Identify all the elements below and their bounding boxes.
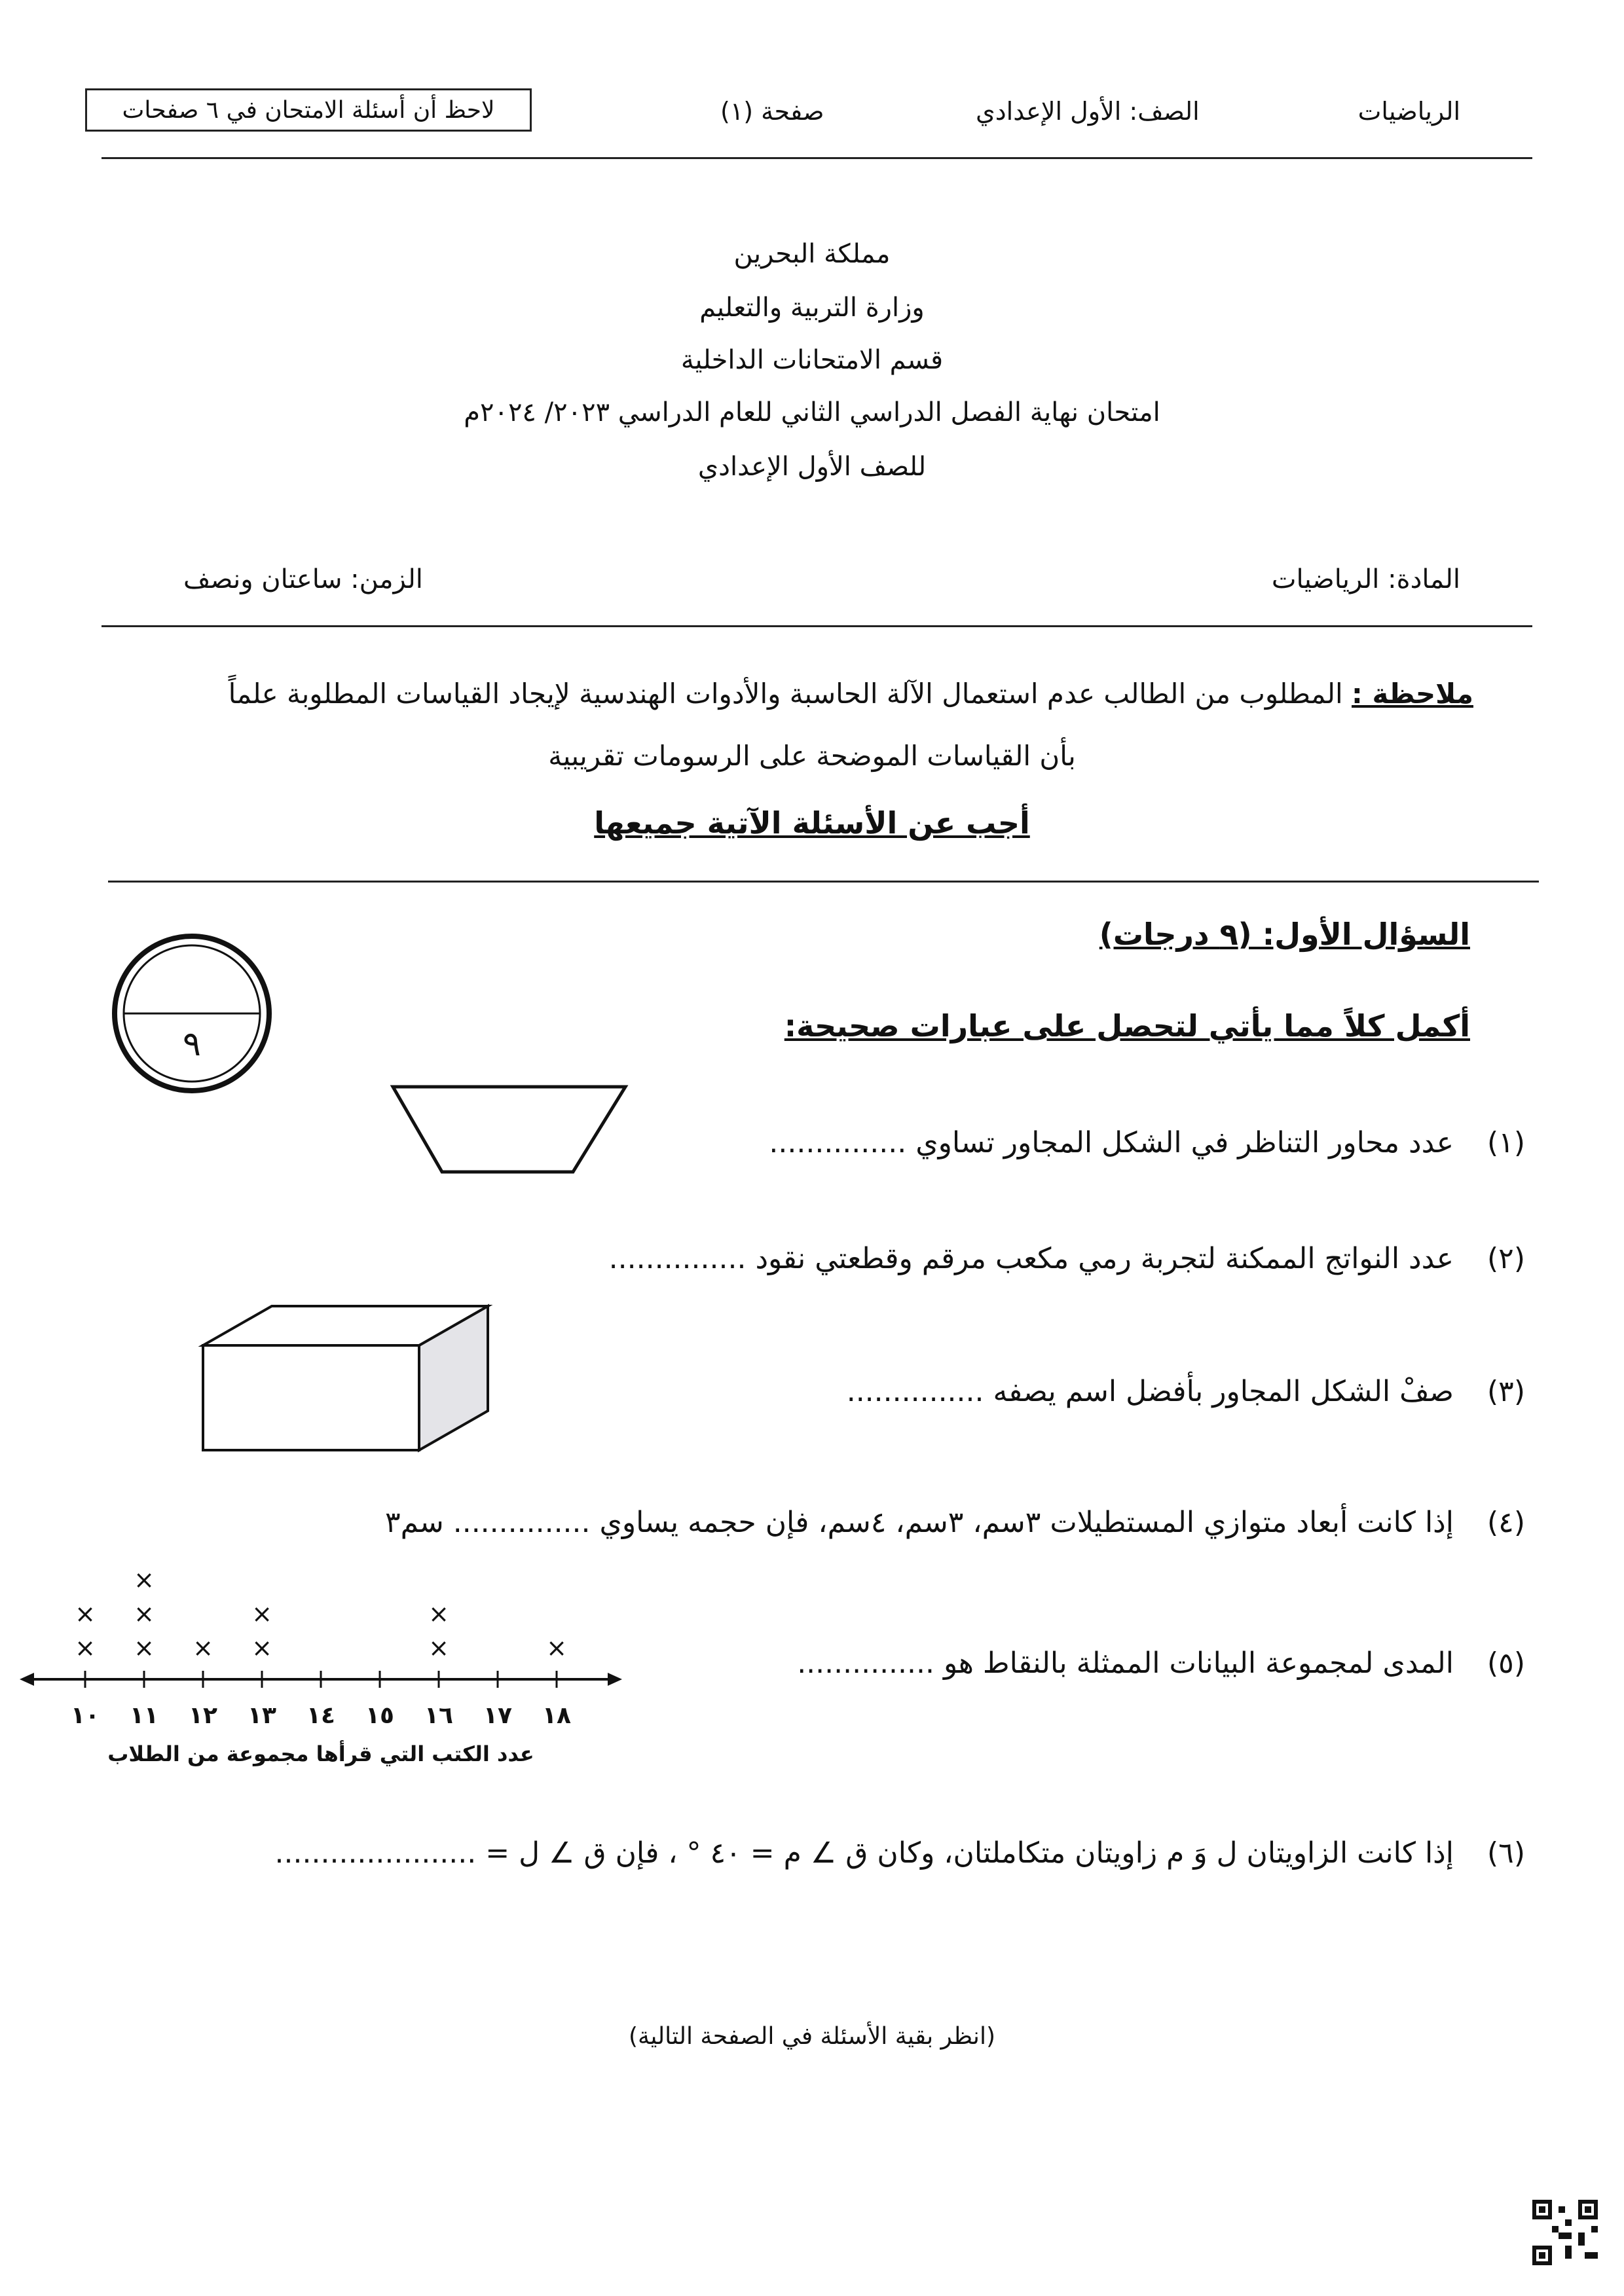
ministry-title: وزارة التربية والتعليم: [699, 293, 925, 323]
subject-label: المادة: الرياضيات: [1271, 564, 1460, 594]
item-5: [797, 1647, 1532, 1680]
item-number: (٣): [1487, 1375, 1525, 1408]
kingdom-title: مملكة البحرين: [733, 239, 891, 269]
item-number: (٤): [1487, 1506, 1525, 1539]
item-text: إذا كانت أبعاد متوازي المستطيلات ٣سم، ٣سم، ٤سم، فإن حجمه يساوي ............... سم٣: [384, 1506, 1454, 1539]
tick-label: ١٢: [189, 1702, 217, 1729]
time-label: الزمن: ساعتان ونصف: [183, 564, 423, 594]
class-title: للصف الأول الإعدادي: [697, 452, 927, 482]
continue-note: (انظر بقية الأسئلة في الصفحة التالية): [629, 2023, 995, 2050]
item-1: [769, 1126, 1532, 1159]
qr-code: [1532, 2200, 1598, 2265]
data-point: ×: [428, 1633, 449, 1662]
item-number: (٦): [1487, 1836, 1525, 1870]
header-page: صفحة (١): [720, 97, 824, 126]
tick-label: ١٧: [483, 1702, 512, 1729]
data-point: ×: [251, 1599, 272, 1628]
tick-label: ١١: [130, 1702, 158, 1729]
dotplot-axis: [20, 1663, 622, 1696]
tick-label: ١٦: [424, 1702, 453, 1729]
item-number: (٢): [1487, 1242, 1525, 1275]
score-value: ٩: [183, 1025, 201, 1064]
data-point: ×: [134, 1565, 155, 1594]
question-1-instruction: أكمل كلاً مما يأتي لتحصل على عبارات صحيحة:: [784, 1008, 1470, 1044]
cuboid-figure: [196, 1303, 498, 1453]
department-title: قسم الامتحانات الداخلية: [680, 345, 944, 375]
trapezoid-figure: [386, 1080, 635, 1178]
data-point: ×: [134, 1633, 155, 1662]
item-number: (٥): [1487, 1647, 1525, 1680]
data-point: ×: [134, 1599, 155, 1628]
note-line-2: بأن القياسات الموضحة على الرسومات تقريبية: [548, 740, 1076, 772]
item-text: صفْ الشكل المجاور بأفضل اسم يصفه ...............: [846, 1375, 1454, 1408]
item-4: [385, 1506, 1532, 1539]
dotplot-caption: عدد الكتب التي قرأها مجموعة من الطلاب: [107, 1741, 534, 1766]
item-text: عدد محاور التناظر في الشكل المجاور تساوي ...............: [769, 1126, 1454, 1159]
item-2: [609, 1242, 1532, 1275]
item-text: المدى لمجموعة البيانات الممثلة بالنقاط هو ...............: [797, 1647, 1454, 1680]
data-point: ×: [428, 1599, 449, 1628]
meta-divider: [101, 625, 1532, 627]
question-1-title: السؤال الأول: (٩ درجات): [1099, 917, 1470, 952]
header-subject: الرياضيات: [1357, 97, 1460, 126]
exam-title: امتحان نهاية الفصل الدراسي الثاني للعام الدراسي ٢٠٢٣/ ٢٠٢٤م: [464, 397, 1160, 428]
item-6: [275, 1836, 1532, 1870]
note-label: ملاحظة :: [1352, 678, 1473, 710]
item-text: إذا كانت الزاويتان ل وَ م زاويتان متكاملتان، وكان ق ∠ م = ٤٠ ° ، فإن ق ∠ ل = ......................: [274, 1836, 1454, 1870]
note-text-1: المطلوب من الطالب عدم استعمال الآلة الحاسبة والأدوات الهندسية لإيجاد القياسات المطلوبة علماً: [228, 678, 1343, 710]
tick-label: ١٥: [365, 1702, 394, 1729]
data-point: ×: [251, 1633, 272, 1662]
item-number: (١): [1487, 1126, 1525, 1159]
tick-label: ١٣: [248, 1702, 276, 1729]
data-point: ×: [75, 1633, 96, 1662]
tick-label: ١٤: [306, 1702, 335, 1729]
tick-label: ١٨: [542, 1702, 571, 1729]
header-grade: الصف: الأول الإعدادي: [976, 97, 1200, 126]
tick-label: ١٠: [71, 1702, 100, 1729]
item-3: [847, 1375, 1532, 1408]
data-point: ×: [75, 1599, 96, 1628]
item-text: عدد النواتج الممكنة لتجربة رمي مكعب مرقم وقطعتي نقود ...............: [608, 1242, 1454, 1275]
data-point: ×: [546, 1633, 567, 1662]
answer-all-heading: أجب عن الأسئلة الآتية جميعها: [594, 805, 1030, 841]
note-divider: [108, 881, 1539, 883]
note-line-1: [131, 661, 1473, 727]
header-divider: [101, 157, 1532, 159]
score-circle: [110, 932, 274, 1095]
pages-notice: لاحظ أن أسئلة الامتحان في ٦ صفحات: [85, 88, 532, 132]
data-point: ×: [193, 1633, 213, 1662]
